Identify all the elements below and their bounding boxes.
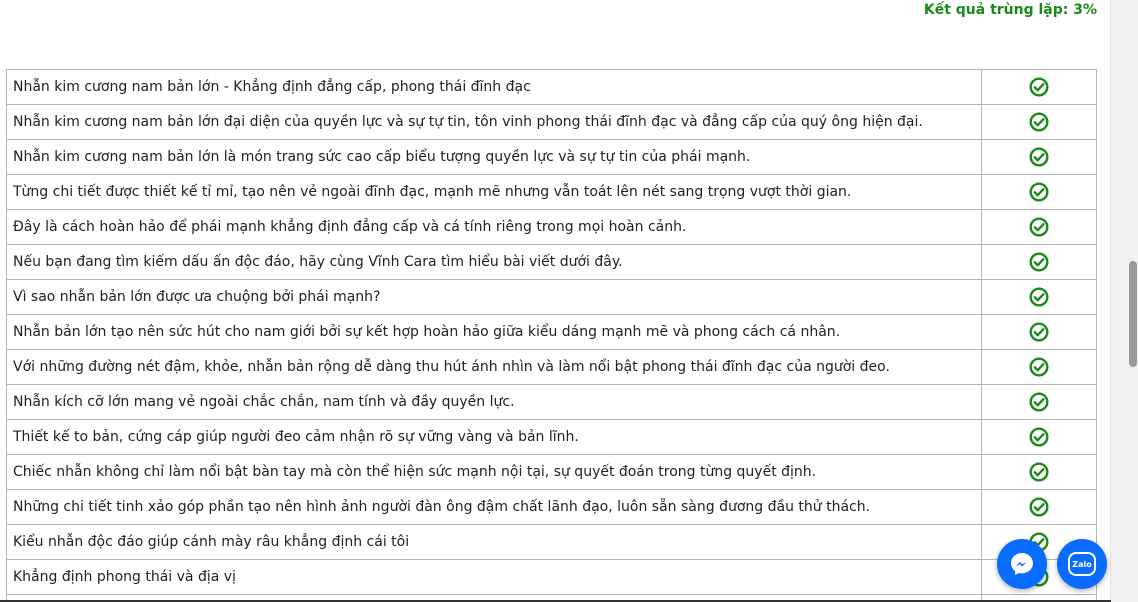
sentence-table xyxy=(6,69,1097,602)
check-circle-icon xyxy=(1029,182,1049,202)
sentence-cell: Kiểu nhẫn độc đáo giúp cánh mày râu khẳng định cái tôi xyxy=(7,525,982,560)
check-circle-icon xyxy=(1029,427,1049,447)
sentence-cell: Chiếc nhẫn không chỉ làm nổi bật bàn tay mà còn thể hiện sức mạnh nội tại, sự quyết đoán trong từng quyết định. xyxy=(7,455,982,490)
check-circle-icon xyxy=(1029,77,1049,97)
status-cell xyxy=(982,245,1097,280)
status-cell xyxy=(982,210,1097,245)
table-row xyxy=(7,385,1097,420)
status-cell xyxy=(982,315,1097,350)
zalo-icon xyxy=(1068,552,1096,576)
zalo-label: Zalo xyxy=(1072,559,1092,569)
vertical-scrollbar[interactable] xyxy=(1110,0,1138,602)
status-cell xyxy=(982,420,1097,455)
check-circle-icon xyxy=(1029,322,1049,342)
check-circle-icon xyxy=(1029,112,1049,132)
table-row xyxy=(7,350,1097,385)
zalo-chat-button[interactable] xyxy=(1057,539,1107,589)
status-cell xyxy=(982,70,1097,105)
check-circle-icon xyxy=(1029,497,1049,517)
sentence-cell: Nhẫn kim cương nam bản lớn đại diện của quyền lực và sự tự tin, tôn vinh phong thái đĩnh đạc và đẳng cấp của quý ông hiện đại. xyxy=(7,105,982,140)
duplicate-result-label: Kết quả trùng lặp: 3% xyxy=(923,2,1097,18)
table-row xyxy=(7,560,1097,595)
status-cell xyxy=(982,175,1097,210)
table-row xyxy=(7,420,1097,455)
status-cell xyxy=(982,490,1097,525)
table-row xyxy=(7,175,1097,210)
table-row xyxy=(7,490,1097,525)
table-row xyxy=(7,105,1097,140)
check-circle-icon xyxy=(1029,287,1049,307)
check-circle-icon xyxy=(1029,147,1049,167)
sentence-cell: Khẳng định phong thái và địa vị xyxy=(7,560,982,595)
table-row xyxy=(7,280,1097,315)
sentence-cell: Nếu bạn đang tìm kiếm dấu ấn độc đáo, hãy cùng Vĩnh Cara tìm hiểu bài viết dưới đây. xyxy=(7,245,982,280)
messenger-icon xyxy=(1008,550,1036,578)
scrollbar-thumb[interactable] xyxy=(1129,261,1137,367)
sentence-cell: Với những đường nét đậm, khỏe, nhẫn bản rộng dễ dàng thu hút ánh nhìn và làm nổi bật phong thái đĩnh đạc của người đeo. xyxy=(7,350,982,385)
status-cell xyxy=(982,385,1097,420)
check-circle-icon xyxy=(1029,462,1049,482)
table-row xyxy=(7,70,1097,105)
check-circle-icon xyxy=(1029,217,1049,237)
table-row xyxy=(7,245,1097,280)
status-cell xyxy=(982,280,1097,315)
check-circle-icon xyxy=(1029,392,1049,412)
table-row xyxy=(7,210,1097,245)
check-circle-icon xyxy=(1029,357,1049,377)
sentence-cell: Từng chi tiết được thiết kế tỉ mỉ, tạo nên vẻ ngoài đĩnh đạc, mạnh mẽ nhưng vẫn toát lên nét sang trọng vượt thời gian. xyxy=(7,175,982,210)
sentence-cell: Những chi tiết tinh xảo góp phần tạo nên hình ảnh người đàn ông đậm chất lãnh đạo, luôn sẵn sàng đương đầu thử thách. xyxy=(7,490,982,525)
sentence-table-container[interactable] xyxy=(6,69,1097,602)
status-cell xyxy=(982,140,1097,175)
sentence-cell: Nhẫn kim cương nam bản lớn - Khẳng định đẳng cấp, phong thái đĩnh đạc xyxy=(7,70,982,105)
status-cell xyxy=(982,350,1097,385)
sentence-cell: Đây là cách hoàn hảo để phái mạnh khẳng định đẳng cấp và cá tính riêng trong mọi hoàn cảnh. xyxy=(7,210,982,245)
status-cell xyxy=(982,455,1097,490)
sentence-cell: Thiết kế to bản, cứng cáp giúp người đeo cảm nhận rõ sự vững vàng và bản lĩnh. xyxy=(7,420,982,455)
sentence-cell: Nhẫn bản lớn tạo nên sức hút cho nam giới bởi sự kết hợp hoàn hảo giữa kiểu dáng mạnh mẽ và phong cách cá nhân. xyxy=(7,315,982,350)
check-circle-icon xyxy=(1029,252,1049,272)
messenger-chat-button[interactable] xyxy=(997,539,1047,589)
sentence-cell: Vì sao nhẫn bản lớn được ưa chuộng bởi phái mạnh? xyxy=(7,280,982,315)
table-row xyxy=(7,315,1097,350)
table-row xyxy=(7,525,1097,560)
table-row xyxy=(7,455,1097,490)
sentence-cell: Nhẫn kim cương nam bản lớn là món trang sức cao cấp biểu tượng quyền lực và sự tự tin của phái mạnh. xyxy=(7,140,982,175)
table-row xyxy=(7,140,1097,175)
sentence-cell: Nhẫn kích cỡ lớn mang vẻ ngoài chắc chắn, nam tính và đầy quyền lực. xyxy=(7,385,982,420)
status-cell xyxy=(982,105,1097,140)
